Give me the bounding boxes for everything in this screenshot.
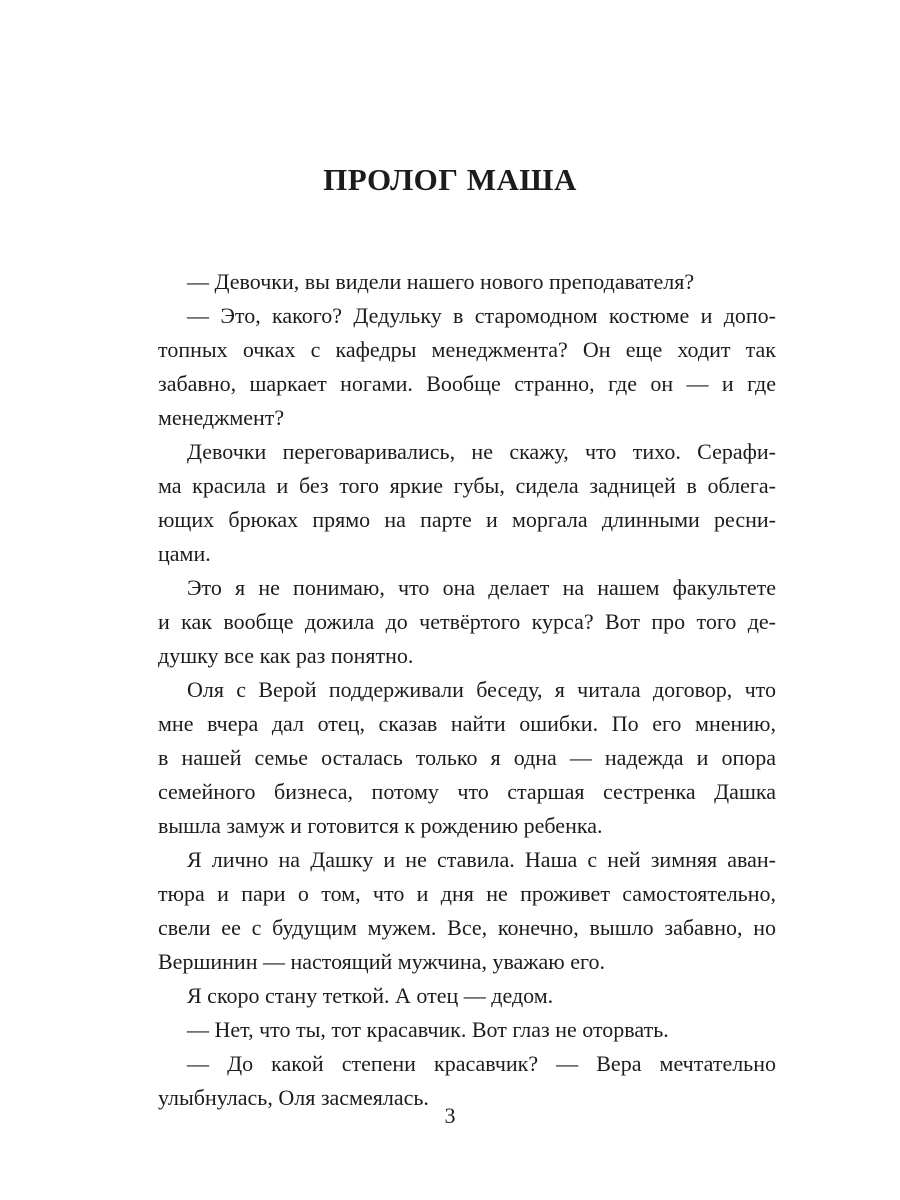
text-line: топных очках с кафедры менеджмента? Он еще ходит так (158, 337, 776, 362)
paragraph (158, 673, 776, 843)
paragraph (158, 299, 776, 435)
text-line: в нашей семье осталась только я одна — надежда и опора (158, 745, 776, 770)
paragraph (158, 843, 776, 979)
text-line: ма красила и без того яркие губы, сидела задницей в облега- (158, 473, 776, 498)
text-line: свели ее с будущим мужем. Все, конечно, вышло забавно, но (158, 915, 776, 940)
page-number: 3 (444, 1103, 456, 1128)
text-line: семейного бизнеса, потому что старшая сестренка Дашка (158, 779, 776, 804)
text-line: — Девочки, вы видели нашего нового преподавателя? (187, 269, 695, 294)
paragraph (158, 265, 776, 299)
chapter-title: ПРОЛОГ МАША (323, 162, 577, 197)
text-line: — Нет, что ты, тот красавчик. Вот глаз не оторвать. (187, 1017, 669, 1042)
paragraph (158, 1013, 776, 1047)
text-line: улыбнулась, Оля засмеялась. (158, 1085, 429, 1110)
text-line: — Это, какого? Дедульку в старомодном костюме и допо- (187, 303, 776, 328)
text-line: Оля с Верой поддерживали беседу, я читала договор, что (187, 677, 776, 702)
text-line: Я скоро стану теткой. А отец — дедом. (187, 983, 554, 1008)
paragraph (158, 571, 776, 673)
text-line: мне вчера дал отец, сказав найти ошибки. По его мнению, (158, 711, 776, 736)
text-line: и как вообще дожила до четвёртого курса? Вот про того де- (158, 609, 776, 634)
text-line: душку все как раз понятно. (158, 643, 414, 668)
text-line: цами. (158, 541, 211, 566)
text-line: менеджмент? (158, 405, 285, 430)
chapter-body (158, 265, 776, 1115)
paragraph (158, 979, 776, 1013)
text-line: — До какой степени красавчик? — Вера мечтательно (187, 1051, 776, 1076)
text-line: тюра и пари о том, что и дня не проживет самостоятельно, (158, 881, 776, 906)
text-line: Вершинин — настоящий мужчина, уважаю его. (158, 949, 605, 974)
text-line: вышла замуж и готовится к рождению ребенка. (158, 813, 603, 838)
text-line: Я лично на Дашку и не ставила. Наша с ней зимняя аван- (187, 847, 776, 872)
text-line: забавно, шаркает ногами. Вообще странно, где он — и где (158, 371, 776, 396)
text-line: ющих брюках прямо на парте и моргала длинными ресни- (158, 507, 776, 532)
paragraph (158, 435, 776, 571)
text-line: Девочки переговаривались, не скажу, что тихо. Серафи- (187, 439, 776, 464)
text-line: Это я не понимаю, что она делает на нашем факультете (187, 575, 776, 600)
